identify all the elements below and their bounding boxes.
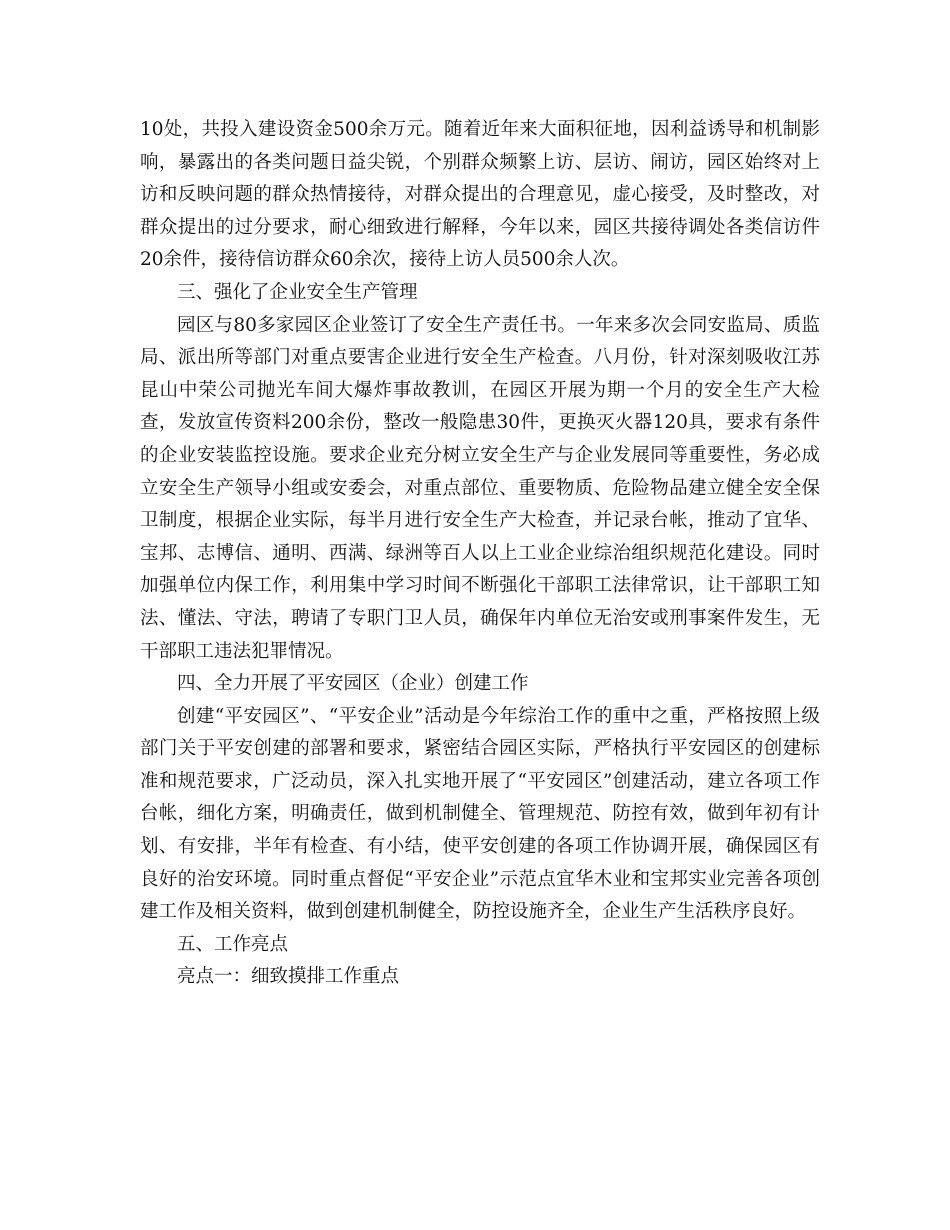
body-paragraph-2: 园区与80多家园区企业签订了安全生产责任书。一年来多次会同安监局、质监局、派出所等部门对重点要害企业进行安全生产检查。八月份，针对深刻吸收江苏昆山中荣公司抛光车间大爆炸事故教训，在园区开展为期一个月的安全生产大检查，发放宣传资料200余份，整改一般隐患30件，更换灭火器120具，要求有条件的企业安装监控设施。要求企业充分树立安全生产与企业发展同等重要性，务必成立安全生产领导小组或安委会，对重点部位、重要物质、危险物品建立健全安全保卫制度，根据企业实际，每半月进行安全生产大检查，并记录台帐，推动了宜华、宝邦、志博信、通明、西满、绿洲等百人以上工业企业综治组织规范化建设。同时加强单位内保工作，利用集中学习时间不断强化干部职工法律常识，让干部职工知法、懂法、守法，聘请了专职门卫人员，确保年内单位无治安或刑事案件发生，无干部职工违法犯罪情况。 (140, 314, 820, 662)
section-heading-5: 五、工作亮点 (177, 933, 289, 955)
section-heading-4: 四、全力开展了平安园区（企业）创建工作 (177, 673, 529, 695)
subheading-highlight-1: 亮点一：细致摸排工作重点 (177, 966, 400, 988)
body-paragraph-1: 10处，共投入建设资金500余万元。随着近年来大面积征地，因利益诱导和机制影响，暴露出的各类问题日益尖锐，个别群众频繁上访、层访、闹访，园区始终对上访和反映问题的群众热情接待，对群众提出的合理意见，虚心接受，及时整改，对群众提出的过分要求，耐心细致进行解释，今年以来，园区共接待调处各类信访件20余件，接待信访群众60余次，接待上访人员500余人次。 (140, 119, 820, 271)
section-heading-3: 三、强化了企业安全生产管理 (177, 281, 418, 303)
document-page (140, 114, 820, 994)
body-paragraph-3: 创建“平安园区”、“平安企业”活动是今年综治工作的重中之重，严格按照上级部门关于平安创建的部署和要求，紧密结合园区实际，严格执行平安园区的创建标准和规范要求，广泛动员，深入扎实地开展了“平安园区”创建活动，建立各项工作台帐，细化方案，明确责任，做到机制健全、管理规范、防控有效，做到年初有计划、有安排，半年有检查、有小结，使平安创建的各项工作协调开展，确保园区有良好的治安环境。同时重点督促“平安企业”示范点宜华木业和宝邦实业完善各项创建工作及相关资料，做到创建机制健全，防控设施齐全，企业生产生活秩序良好。 (140, 705, 820, 923)
